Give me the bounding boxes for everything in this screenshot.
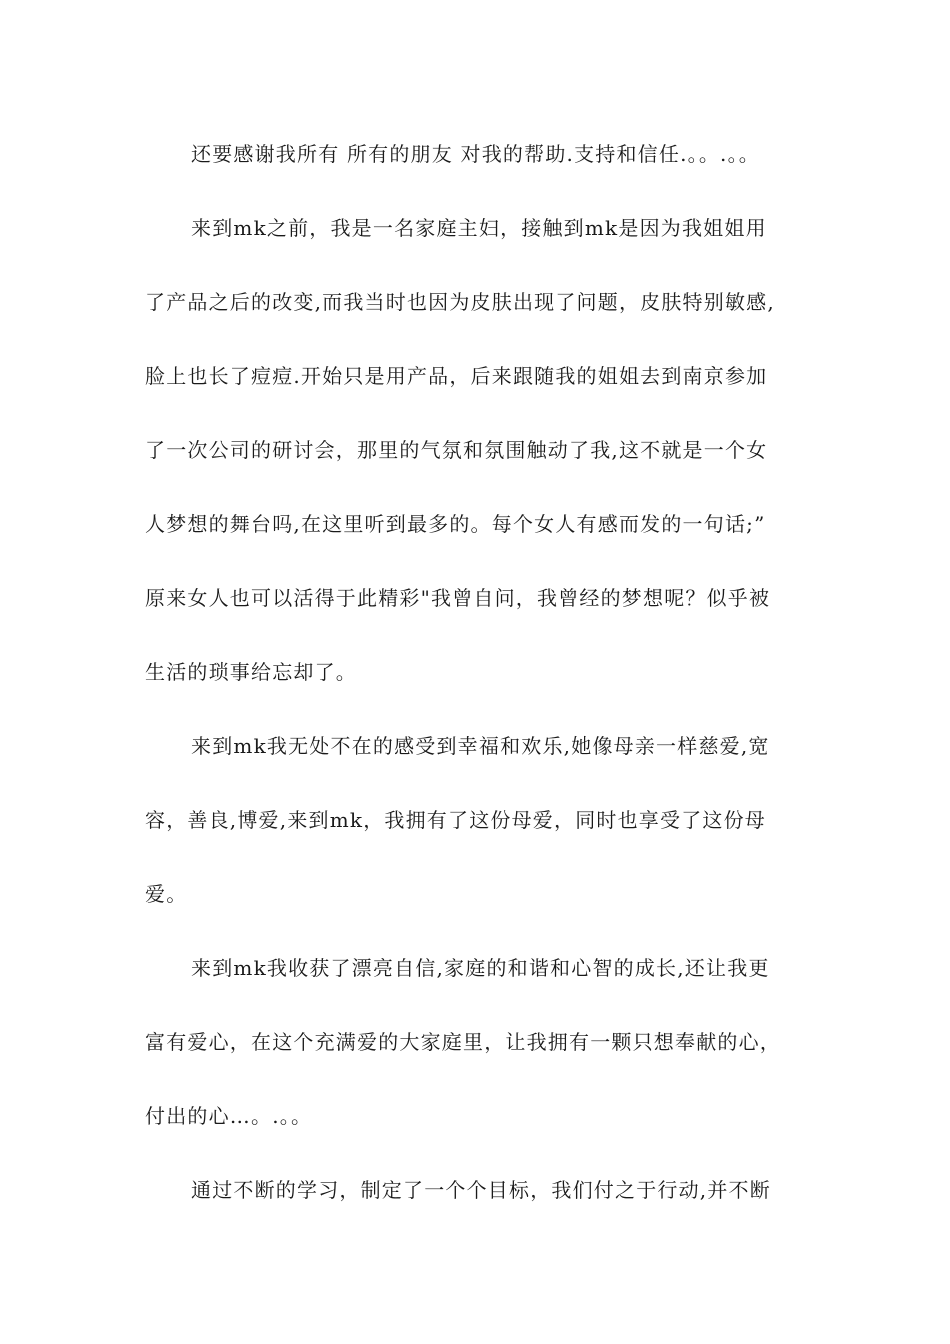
paragraph-3-line-2: 容，善良,博爱,来到mk，我拥有了这份母爱，同时也享受了这份母 xyxy=(145,808,766,832)
paragraph-4-line-3: 付出的心…。.。。 xyxy=(145,1104,313,1128)
paragraph-2-line-7: 生活的琐事给忘却了。 xyxy=(145,660,357,684)
paragraph-3-line-1: 来到mk我无处不在的感受到幸福和欢乐,她像母亲一样慈爱,宽 xyxy=(191,734,770,758)
paragraph-2-line-3: 脸上也长了痘痘.开始只是用产品，后来跟随我的姐姐去到南京参加 xyxy=(145,364,768,388)
paragraph-2-line-2: 了产品之后的改变,而我当时也因为皮肤出现了问题，皮肤特别敏感, xyxy=(145,290,775,314)
paragraph-4-line-1: 来到mk我收获了漂亮自信,家庭的和谐和心智的成长,还让我更 xyxy=(191,956,770,980)
paragraph-3-line-3: 爱。 xyxy=(145,882,188,906)
paragraph-2-line-5: 人梦想的舞台吗,在这里听到最多的。每个女人有感而发的一句话;” xyxy=(145,512,766,536)
document-body xyxy=(145,126,815,1236)
paragraph-1-line-1: 还要感谢我所有 所有的朋友 对我的帮助.支持和信任.。。.。。 xyxy=(191,142,760,166)
paragraph-2-line-1: 来到mk之前，我是一名家庭主妇，接触到mk是因为我姐姐用 xyxy=(191,216,767,240)
paragraph-2-line-4: 了一次公司的研讨会，那里的气氛和氛围触动了我,这不就是一个女 xyxy=(145,438,768,462)
paragraph-2-line-6: 原来女人也可以活得于此精彩"我曾自问，我曾经的梦想呢？似乎被 xyxy=(145,586,771,610)
paragraph-4-line-2: 富有爱心，在这个充满爱的大家庭里，让我拥有一颗只想奉献的心， xyxy=(145,1030,781,1054)
paragraph-5-line-1: 通过不断的学习，制定了一个个目标，我们付之于行动,并不断 xyxy=(191,1178,771,1202)
